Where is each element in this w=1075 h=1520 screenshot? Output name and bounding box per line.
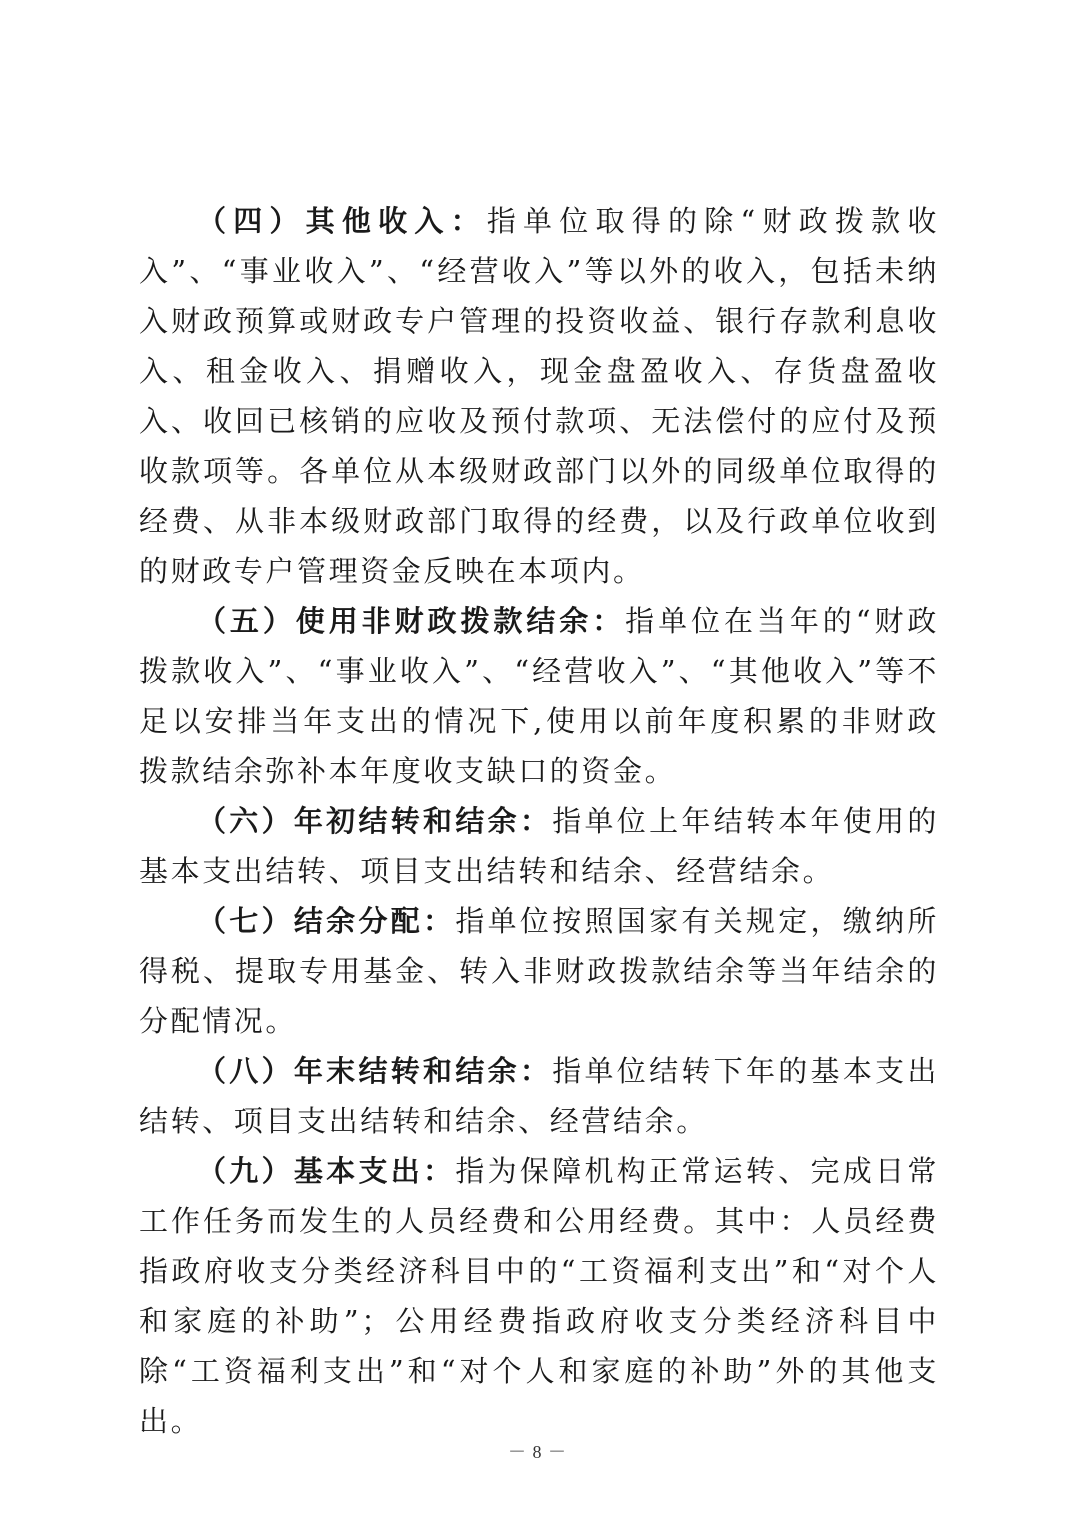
document-body	[139, 196, 939, 1446]
paragraph-text: 指单位取得的除“财政拨款收入”、“事业收入”、“经营收入”等以外的收入，包括未纳入财政预算或财政专户管理的投资收益、银行存款利息收入、租金收入、捐赠收入，现金盘盈收入、存货盘盈收入、收回已核销的应收及预付款项、无法偿付的应付及预收款项等。各单位从本级财政部门以外的同级单位取得的经费、从非本级财政部门取得的经费，以及行政单位收到的财政专户管理资金反映在本项内。	[139, 204, 939, 588]
paragraph-closing-carryover	[139, 1046, 939, 1146]
paragraph-text: 指单位上年结转本年使用的基本支出结转、项目支出结转和结余、经营结余。	[139, 804, 939, 888]
term-heading: （九）基本支出：	[197, 1154, 456, 1188]
term-heading: （七）结余分配：	[197, 904, 456, 938]
paragraph-non-fiscal-surplus	[139, 596, 939, 796]
term-heading: （八）年末结转和结余：	[197, 1054, 553, 1088]
paragraph-opening-carryover	[139, 796, 939, 896]
paragraph-text: 指单位结转下年的基本支出结转、项目支出结转和结余、经营结余。	[139, 1054, 939, 1138]
page-number: － 8 －	[508, 1442, 567, 1462]
paragraph-text: 指单位在当年的“财政拨款收入”、“事业收入”、“经营收入”、“其他收入”等不足以安排当年支出的情况下,使用以前年度积累的非财政拨款结余弥补本年度收支缺口的资金。	[139, 604, 939, 788]
paragraph-basic-expenditure	[139, 1146, 939, 1446]
term-heading: （六）年初结转和结余：	[197, 804, 553, 838]
paragraph-text: 指为保障机构正常运转、完成日常工作任务而发生的人员经费和公用经费。其中：人员经费指政府收支分类经济科目中的“工资福利支出”和“对个人和家庭的补助”；公用经费指政府收支分类经济科目中除“工资福利支出”和“对个人和家庭的补助”外的其他支出。	[139, 1154, 939, 1438]
paragraph-text: 指单位按照国家有关规定，缴纳所得税、提取专用基金、转入非财政拨款结余等当年结余的分配情况。	[139, 904, 939, 1038]
paragraph-other-income	[139, 196, 939, 596]
paragraph-surplus-distribution	[139, 896, 939, 1046]
term-heading: （五）使用非财政拨款结余：	[197, 604, 626, 638]
term-heading: （四）其他收入：	[197, 204, 487, 238]
